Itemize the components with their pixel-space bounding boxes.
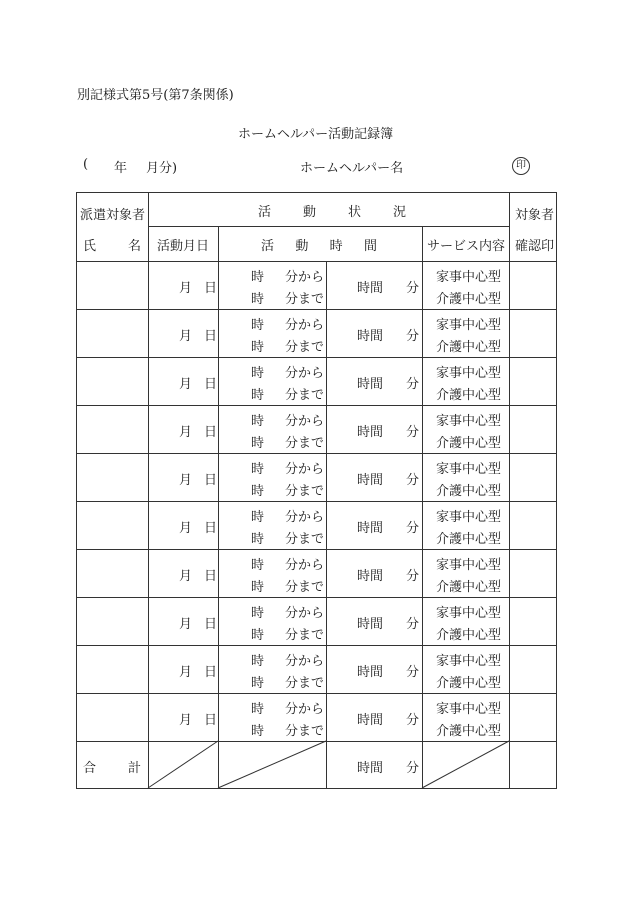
month-label: 月	[179, 713, 193, 728]
day-label: 日	[204, 473, 218, 488]
header-confirm-seal: 確認印	[515, 239, 555, 254]
duration-hour: 時間	[357, 281, 384, 296]
header-name: 氏 名	[83, 239, 141, 254]
duration-hour: 時間	[357, 521, 384, 536]
to-hour: 時	[251, 340, 265, 355]
to-min: 分まで	[285, 340, 325, 355]
to-hour: 時	[251, 436, 265, 451]
duration-min: 分	[406, 569, 420, 584]
service-housework: 家事中心型	[436, 558, 502, 573]
month-label: 月	[179, 665, 193, 680]
to-hour: 時	[251, 724, 265, 739]
from-hour: 時	[251, 558, 265, 573]
helper-name-label: ホームヘルパー名	[300, 161, 404, 176]
service-housework: 家事中心型	[436, 654, 502, 669]
month-label: 月分)	[146, 161, 178, 176]
total-row-diagonals	[76, 192, 557, 789]
service-care: 介護中心型	[436, 676, 502, 691]
day-label: 日	[204, 281, 218, 296]
to-min: 分まで	[285, 388, 325, 403]
service-housework: 家事中心型	[436, 510, 502, 525]
service-care: 介護中心型	[436, 580, 502, 595]
from-hour: 時	[251, 654, 265, 669]
from-min: 分から	[285, 510, 325, 525]
header-activity-time: 活 動 時 間	[261, 239, 377, 254]
duration-hour: 時間	[357, 713, 384, 728]
service-housework: 家事中心型	[436, 318, 502, 333]
year-label: 年	[114, 161, 128, 176]
header-dispatch-target: 派遣対象者	[80, 208, 146, 223]
from-hour: 時	[251, 366, 265, 381]
day-label: 日	[204, 665, 218, 680]
header-service-content: サービス内容	[427, 239, 506, 254]
to-min: 分まで	[285, 724, 325, 739]
service-care: 介護中心型	[436, 532, 502, 547]
header-target-person: 対象者	[515, 208, 555, 223]
service-housework: 家事中心型	[436, 366, 502, 381]
from-min: 分から	[285, 558, 325, 573]
month-label: 月	[179, 521, 193, 536]
duration-hour: 時間	[357, 473, 384, 488]
to-hour: 時	[251, 532, 265, 547]
duration-hour: 時間	[357, 617, 384, 632]
day-label: 日	[204, 569, 218, 584]
from-hour: 時	[251, 606, 265, 621]
duration-hour: 時間	[357, 329, 384, 344]
month-label: 月	[179, 569, 193, 584]
to-hour: 時	[251, 484, 265, 499]
duration-min: 分	[406, 713, 420, 728]
from-min: 分から	[285, 318, 325, 333]
duration-hour: 時間	[357, 665, 384, 680]
diagonal-service-cell	[422, 741, 509, 788]
seal-mark-icon: 印	[512, 157, 530, 175]
month-label: 月	[179, 377, 193, 392]
duration-min: 分	[406, 377, 420, 392]
diagonal-time-cell	[218, 741, 326, 788]
to-min: 分まで	[285, 676, 325, 691]
from-min: 分から	[285, 366, 325, 381]
service-housework: 家事中心型	[436, 414, 502, 429]
from-hour: 時	[251, 270, 265, 285]
duration-min: 分	[406, 617, 420, 632]
day-label: 日	[204, 713, 218, 728]
service-care: 介護中心型	[436, 484, 502, 499]
day-label: 日	[204, 521, 218, 536]
from-min: 分から	[285, 702, 325, 717]
to-min: 分まで	[285, 580, 325, 595]
service-care: 介護中心型	[436, 340, 502, 355]
month-label: 月	[179, 281, 193, 296]
duration-min: 分	[406, 665, 420, 680]
duration-min: 分	[406, 425, 420, 440]
day-label: 日	[204, 329, 218, 344]
service-care: 介護中心型	[436, 628, 502, 643]
diagonal-date-cell	[148, 741, 218, 788]
day-label: 日	[204, 425, 218, 440]
to-hour: 時	[251, 676, 265, 691]
to-hour: 時	[251, 292, 265, 307]
from-hour: 時	[251, 510, 265, 525]
duration-min: 分	[406, 521, 420, 536]
duration-hour: 時間	[357, 569, 384, 584]
total-duration-min: 分	[406, 761, 420, 776]
from-min: 分から	[285, 654, 325, 669]
from-min: 分から	[285, 462, 325, 477]
month-label: 月	[179, 617, 193, 632]
to-hour: 時	[251, 580, 265, 595]
to-min: 分まで	[285, 628, 325, 643]
duration-hour: 時間	[357, 425, 384, 440]
service-housework: 家事中心型	[436, 270, 502, 285]
period-open-paren: (	[83, 157, 89, 172]
month-label: 月	[179, 329, 193, 344]
day-label: 日	[204, 377, 218, 392]
from-hour: 時	[251, 462, 265, 477]
to-hour: 時	[251, 388, 265, 403]
to-min: 分まで	[285, 532, 325, 547]
to-hour: 時	[251, 628, 265, 643]
service-housework: 家事中心型	[436, 606, 502, 621]
service-care: 介護中心型	[436, 292, 502, 307]
from-min: 分から	[285, 606, 325, 621]
from-hour: 時	[251, 702, 265, 717]
activity-record-table	[76, 192, 557, 789]
service-housework: 家事中心型	[436, 462, 502, 477]
day-label: 日	[204, 617, 218, 632]
month-label: 月	[179, 473, 193, 488]
to-min: 分まで	[285, 484, 325, 499]
duration-hour: 時間	[357, 377, 384, 392]
header-activity-status: 活 動 状 況	[258, 205, 406, 220]
form-number: 別記様式第5号(第7条関係)	[77, 88, 234, 103]
total-duration-hour: 時間	[357, 761, 384, 776]
total-label: 合 計	[83, 761, 141, 776]
duration-min: 分	[406, 473, 420, 488]
duration-min: 分	[406, 281, 420, 296]
form-title: ホームヘルパー活動記録簿	[238, 127, 394, 142]
month-label: 月	[179, 425, 193, 440]
service-care: 介護中心型	[436, 724, 502, 739]
service-housework: 家事中心型	[436, 702, 502, 717]
from-min: 分から	[285, 270, 325, 285]
service-care: 介護中心型	[436, 436, 502, 451]
from-hour: 時	[251, 318, 265, 333]
to-min: 分まで	[285, 292, 325, 307]
to-min: 分まで	[285, 436, 325, 451]
from-min: 分から	[285, 414, 325, 429]
service-care: 介護中心型	[436, 388, 502, 403]
duration-min: 分	[406, 329, 420, 344]
header-activity-date: 活動月日	[157, 239, 210, 254]
from-hour: 時	[251, 414, 265, 429]
